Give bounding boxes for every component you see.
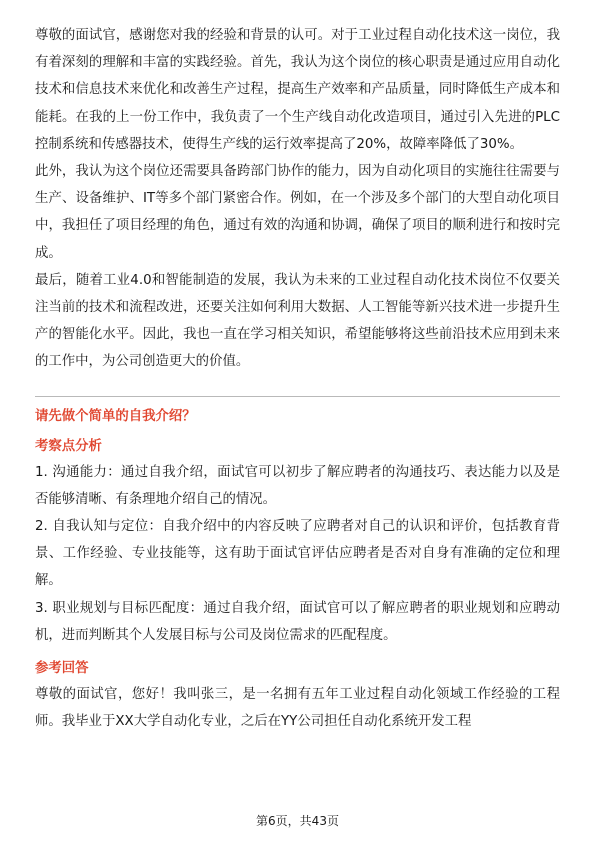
analysis-heading: 考察点分析	[35, 438, 102, 454]
analysis-item-1: 1. 沟通能力：通过自我介绍，面试官可以初步了解应聘者的沟通技巧、表达能力以及是否能够清晰、有条理地介绍自己的情况。	[35, 464, 560, 507]
intro-paragraph-3: 最后，随着工业4.0和智能制造的发展，我认为未来的工业过程自动化技术岗位不仅要关注当前的技术和流程改进，还要关注如何利用大数据、人工智能等新兴技术进一步提升生产的智能化水平。因此，我也一直在学习相关知识，希望能够将这些前沿技术应用到未来的工作中，为公司创造更大的价值。	[35, 272, 560, 370]
analysis-item-2: 2. 自我认知与定位：自我介绍中的内容反映了应聘者对自己的认识和评价，包括教育背景、工作经验、专业技能等，这有助于面试官评估应聘者是否对自身有准确的定位和理解。	[35, 519, 560, 589]
analysis-item-3: 3. 职业规划与目标匹配度：通过自我介绍，面试官可以了解应聘者的职业规划和应聘动机，进而判断其个人发展目标与公司及岗位需求的匹配程度。	[35, 600, 560, 643]
page-footer: 第6页，共43页	[256, 814, 339, 828]
question-heading: 请先做个简单的自我介绍？	[35, 408, 196, 424]
intro-paragraph-2: 此外，我认为这个岗位还需要具备跨部门协作的能力，因为自动化项目的实施往往需要与生产、设备维护、IT等多个部门紧密合作。例如，在一个涉及多个部门的大型自动化项目中，我担任了项目经理的角色，通过有效的沟通和协调，确保了项目的顺利进行和按时完成。	[35, 164, 560, 261]
section-divider	[35, 396, 560, 397]
answer-paragraph: 尊敬的面试官，您好！我叫张三，是一名拥有五年工业过程自动化领域工作经验的工程师。我毕业于XX大学自动化专业，之后在YY公司担任自动化系统开发工程	[35, 687, 560, 730]
answer-heading: 参考回答	[35, 661, 89, 677]
intro-paragraph-1: 尊敬的面试官，感谢您对我的经验和背景的认可。对于工业过程自动化技术这一岗位，我有着深刻的理解和丰富的实践经验。首先，我认为这个岗位的核心职责是通过应用自动化技术和信息技术来优化和改善生产过程，提高生产效率和产品质量，同时降低生产成本和能耗。在我的上一份工作中，我负责了一个生产线自动化改造项目，通过引入先进的PLC控制系统和传感器技术，使得生产线的运行效率提高了20%，故障率降低了30%。	[35, 28, 560, 152]
document-page	[35, 22, 560, 735]
